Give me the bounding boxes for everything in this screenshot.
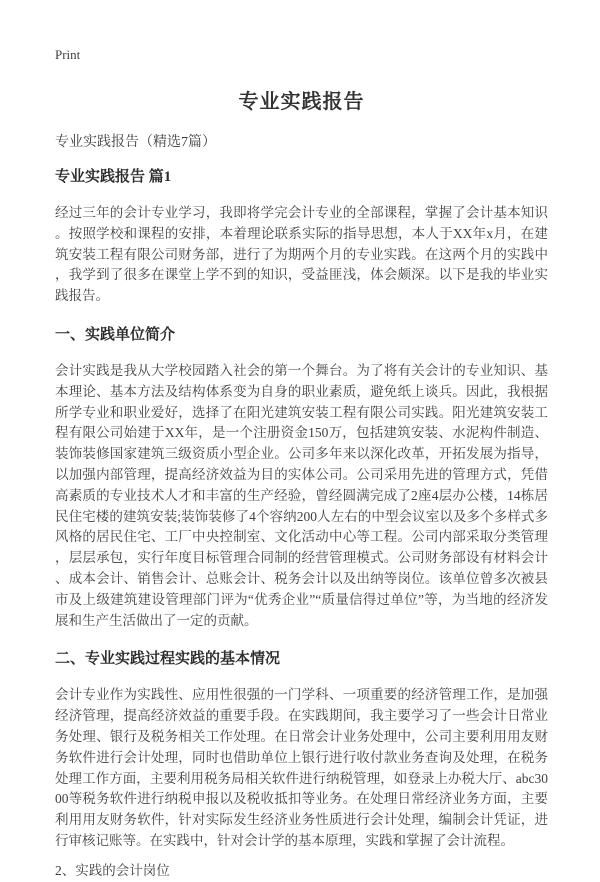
paragraph-practice-process: 会计专业作为实践性、应用性很强的一门学科、一项重要的经济管理工作，是加强经济管理，提高经济效益的重要手段。在实践期间，我主要学习了一些会计日常业务处理、银行及税务相关工作处理。在日常会计业务处理中，公司主要利用用友财务软件进行会计处理，同时也借助单位上银行进行收付款业务查询及处理，在税务处理工作方面，主要利用税务局相关软件进行纳税管理，如登录上办税大厅、abc3000等税务软件进行纳税申报以及税收抵扣等业务。在处理日常经济业务方面，主要利用用友财务软件，针对实际发生经济业务性质进行会计处理，编制会计凭证，进行审核记账等。在实践中，针对会计学的基本原理，实践和掌握了会计流程。 bbox=[55, 687, 548, 848]
paragraph-unit-profile: 会计实践是我从大学校园踏入社会的第一个舞台。为了将有关会计的专业知识、基本理论、基本方法及结构体系变为自身的职业素质，避免纸上谈兵。因此，我根据所学专业和职业爱好，选择了在阳光建筑安装工程有限公司实践。阳光建筑安装工程有限公司始建于XX年，是一个注册资金150万，包括建筑安装、水泥构件制造、装饰装修国家建筑三级资质小型企业。公司多年来以深化改革，开拓发展为指导，以加强内部管理，提高经济效益为目的实体公司。公司采用先进的管理方式，凭借高素质的专业技术人才和丰富的生产经验，曾经圆满完成了2座4层办公楼，14栋居民住宅楼的建筑安装;装饰装修了4个容纳200人左右的中型会议室以及多个多样式多风格的居民住宅、工厂中央控制室、文化活动中心等工程。公司内部采取分类管理，层层承包，实行年度目标管理合同制的经营管理模式。公司财务部设有材料会计、成本会计、销售会计、总账会计、税务会计以及出纳等岗位。该单位曾多次被县市及上级建筑建设管理部门评为“优秀企业”“质量信得过单位”等，为当地的经济发展和生产生活做出了一定的贡献。 bbox=[55, 362, 548, 628]
page-title: 专业实践报告 bbox=[238, 91, 365, 113]
piece-1-title: 专业实践报告 篇1 bbox=[55, 169, 172, 185]
paragraph-intro: 经过三年的会计专业学习，我即将学完会计专业的全部课程，掌握了会计基本知识。按照学校和课程的安排，本着理论联系实际的指导思想，本人于XX年x月，在建筑安装工程有限公司财务部，进行了为期两个月的专业实践。在这两个月的实践中，我学到了很多在课堂上学不到的知识，受益匪浅，体会颇深。以下是我的毕业实践报告。 bbox=[55, 205, 548, 304]
section-heading-practice-process: 二、专业实践过程实践的基本情况 bbox=[55, 651, 281, 668]
section-heading-unit-profile: 一、实践单位简介 bbox=[55, 326, 176, 343]
print-link[interactable]: Print bbox=[55, 47, 81, 62]
doc-subtitle: 专业实践报告（精选7篇） bbox=[55, 135, 216, 150]
sub-item-accounting-post: 2、实践的会计岗位 bbox=[55, 862, 170, 878]
